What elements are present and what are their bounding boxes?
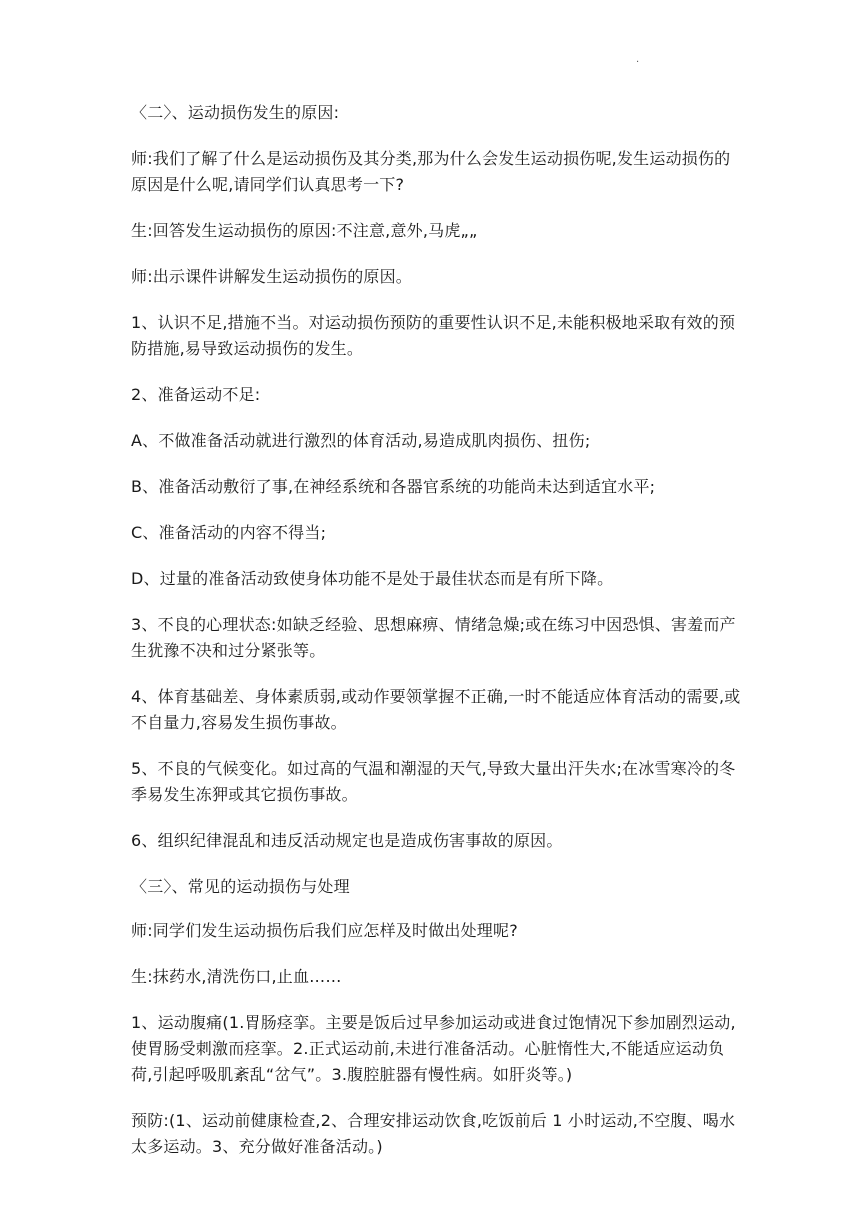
student-answer: 生:回答发生运动损伤的原因:不注意,意外,马虎„„ — [131, 221, 478, 240]
header-dot: . — [636, 54, 640, 65]
cause-item-5: 5、不良的气候变化。如过高的气温和潮湿的天气,导致大量出汗失水;在冰雪寒冷的冬季易发生冻狎或其它损伤事故。 — [131, 759, 736, 804]
prevention-note: 预防:(1、运动前健康检查,2、合理安排运动饮食,吃饭前后 1 小时运动,不空腹、喝水太多运动。3、充分做好准备活动。) — [131, 1111, 736, 1156]
cause-item-3: 3、不良的心理状态:如缺乏经验、思想麻痹、情绪急燥;或在练习中因恐惧、害羞而产生犹豫不决和过分紧张等。 — [131, 615, 736, 660]
teacher-question-treatment: 师:同学们发生运动损伤后我们应怎样及时做出处理呢? — [131, 921, 518, 940]
treatment-item-1: 1、运动腹痛(1.胃肠痉挛。主要是饭后过早参加运动或进食过饱情况下参加剧烈运动,使胃肠受刺激而痉挛。2.正式运动前,未进行准备活动。心脏惰性大,不能适应运动负荷,引起呼吸肌紊乱“岔气”。3.腹腔脏器有慢性病。如肝炎等。) — [131, 1013, 736, 1084]
teacher-question: 师:我们了解了什么是运动损伤及其分类,那为什么会发生运动损伤呢,发生运动损伤的原因是什么呢,请同学们认真思考一下? — [131, 149, 731, 194]
cause-item-6: 6、组织纪律混乱和违反活动规定也是造成伤害事故的原因。 — [131, 831, 563, 850]
cause-item-2: 2、准备运动不足: — [131, 385, 261, 404]
cause-subitem-d: D、过量的准备活动致使身体功能不是处于最佳状态而是有所下降。 — [131, 569, 614, 588]
section-heading-causes: 〈二〉、运动损伤发生的原因: — [131, 103, 340, 122]
document-body — [131, 100, 741, 1180]
cause-item-4: 4、体育基础差、身体素质弱,或动作要领掌握不正确,一时不能适应体育活动的需要,或不自量力,容易发生损伤事故。 — [131, 687, 741, 732]
teacher-explanation: 师:出示课件讲解发生运动损伤的原因。 — [131, 267, 412, 286]
cause-item-1: 1、认识不足,措施不当。对运动损伤预防的重要性认识不足,未能积极地采取有效的预防措施,易导致运动损伤的发生。 — [131, 313, 736, 358]
cause-subitem-c: C、准备活动的内容不得当; — [131, 523, 327, 542]
student-answer-treatment: 生:抹药水,清洗伤口,止血…… — [131, 967, 342, 986]
cause-subitem-a: A、不做准备活动就进行激烈的体育活动,易造成肌肉损伤、扭伤; — [131, 431, 591, 450]
cause-subitem-b: B、准备活动敷衍了事,在神经系统和各器官系统的功能尚未达到适宜水平; — [131, 477, 656, 496]
section-heading-treatment: 〈三〉、常见的运动损伤与处理 — [131, 877, 350, 896]
